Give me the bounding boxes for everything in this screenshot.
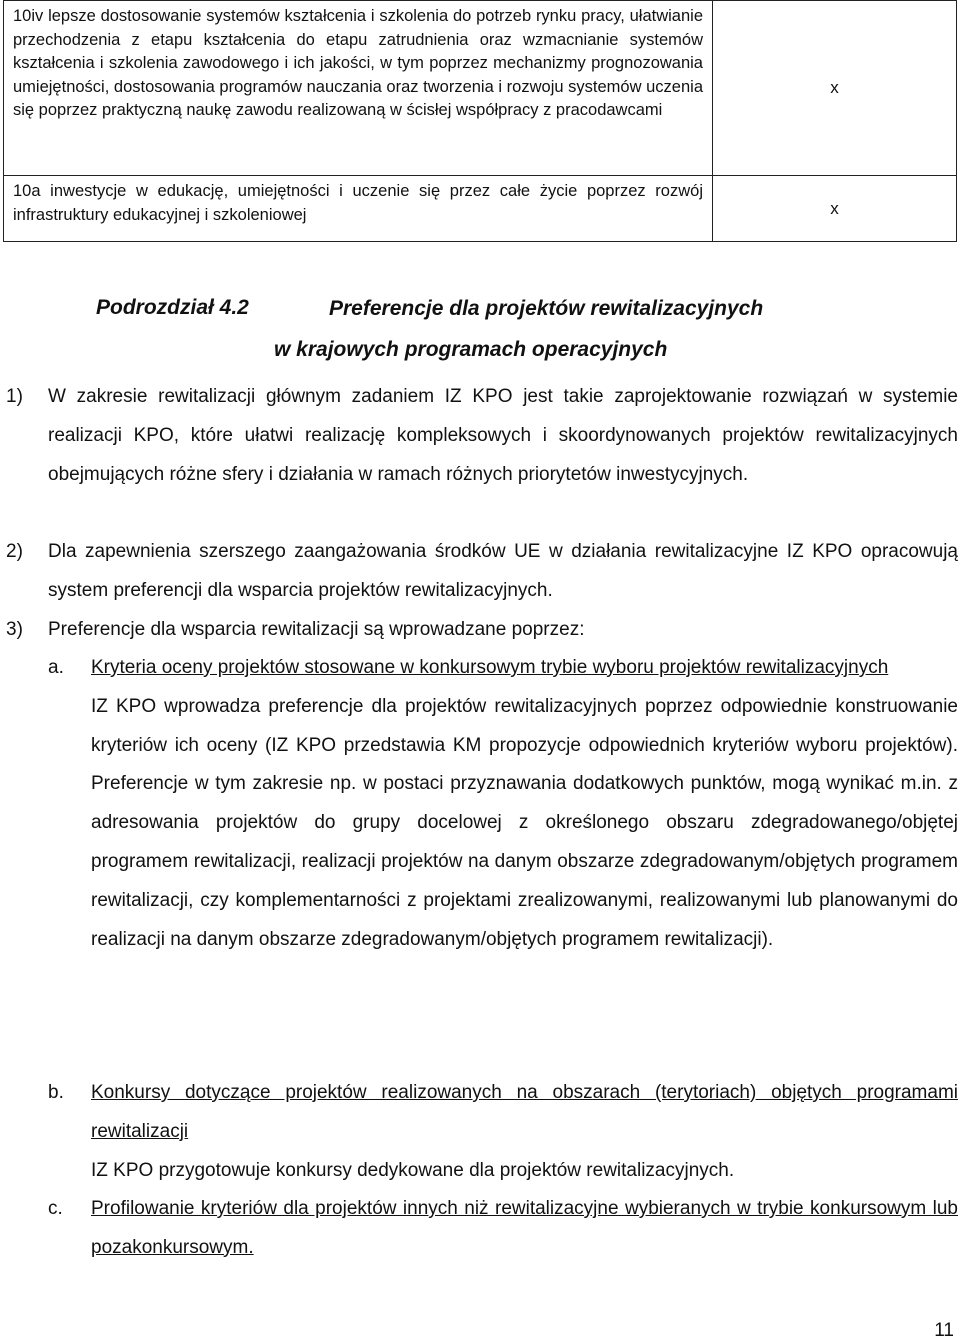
list-item — [6, 611, 958, 650]
sub-item-letter: b. — [48, 1082, 64, 1103]
sub-item-heading: Konkursy dotyczące projektów realizowanych na obszarach (terytoriach) objętych programami rewitalizacji — [91, 1082, 958, 1142]
list-item — [6, 533, 958, 611]
item-number: 3) — [6, 619, 23, 640]
priorities-table — [3, 0, 957, 242]
sub-item-heading: Profilowanie kryteriów dla projektów innych niż rewitalizacyjne wybieranych w trybie konkursowym lub pozakonkursowym. — [91, 1198, 958, 1258]
sub-item-text: IZ KPO przygotowuje konkursy dedykowane dla projektów rewitalizacyjnych. — [91, 1159, 735, 1181]
sub-item — [48, 649, 958, 959]
item-text: Preferencje dla wsparcia rewitalizacji są wprowadzane poprzez: — [48, 619, 585, 640]
sub-item-text: IZ KPO wprowadza preferencje dla projektów rewitalizacyjnych poprzez odpowiednie konstruowanie kryteriów ich oceny (IZ KPO przedstawia KM propozycje odpowiednich kryteriów wyboru projektów). Preferencje w tym zakresie np. w postaci przyznawania dodatkowych punktów, mogą wynikać m.in. z adresowania projektów do grupy docelowej z określonego obszaru zdegradowanego/objętej programem rewitalizacji, realizacji projektów na danym obszarze zdegradowanym/objętych programem rewitalizacji, czy komplementarności z projektami zrealizowanymi, realizowanymi lub planowanymi do realizacji na danym obszarze zdegradowanym/objętych programem rewitalizacji). — [91, 695, 958, 950]
item-number: 1) — [6, 386, 23, 407]
item-number: 2) — [6, 541, 23, 562]
sub-item-heading: Kryteria oceny projektów stosowane w konkursowym trybie wyboru projektów rewitalizacyjnych — [91, 657, 889, 678]
sub-item — [48, 1190, 958, 1268]
table-cell-mark: x — [713, 176, 957, 242]
sub-item-letter: a. — [48, 657, 64, 678]
list-item — [6, 378, 958, 494]
sub-item-letter: c. — [48, 1198, 63, 1219]
table-row — [4, 1, 957, 176]
table-row — [4, 176, 957, 242]
item-text: Dla zapewnienia szerszego zaangażowania środków UE w działania rewitalizacyjne IZ KPO opracowują system preferencji dla wsparcia projektów rewitalizacyjnych. — [48, 541, 958, 601]
table-cell-mark: x — [713, 1, 957, 176]
table-cell-description: 10iv lepsze dostosowanie systemów kształcenia i szkolenia do potrzeb rynku pracy, ułatwianie przechodzenia z etapu kształcenia do etapu zatrudnienia oraz wzmacnianie systemów kształcenia i szkolenia zawodowego i ich jakości, w tym poprzez mechanizmy prognozowania umiejętności, dostosowania programów nauczania oraz tworzenia i rozwoju systemów uczenia się poprzez praktyczną naukę zawodu realizowaną w ścisłej współpracy z pracodawcami — [4, 1, 713, 176]
item-text: W zakresie rewitalizacji głównym zadaniem IZ KPO jest takie zaprojektowanie rozwiązań w systemie realizacji KPO, które ułatwi realizację kompleksowych i skoordynowanych projektów rewitalizacyjnych obejmujących różne sfery i działania w ramach różnych priorytetów inwestycyjnych. — [48, 386, 958, 485]
section-title-line1: Preferencje dla projektów rewitalizacyjnych — [329, 297, 764, 320]
table-cell-description: 10a inwestycje w edukację, umiejętności i uczenie się przez całe życie poprzez rozwój infrastruktury edukacyjnej i szkoleniowej — [4, 176, 713, 242]
section-title-line2: w krajowych programach operacyjnych — [274, 338, 668, 361]
section-label: Podrozdział 4.2 — [96, 296, 249, 319]
sub-item — [48, 1074, 958, 1190]
page-number: 11 — [934, 1320, 954, 1341]
